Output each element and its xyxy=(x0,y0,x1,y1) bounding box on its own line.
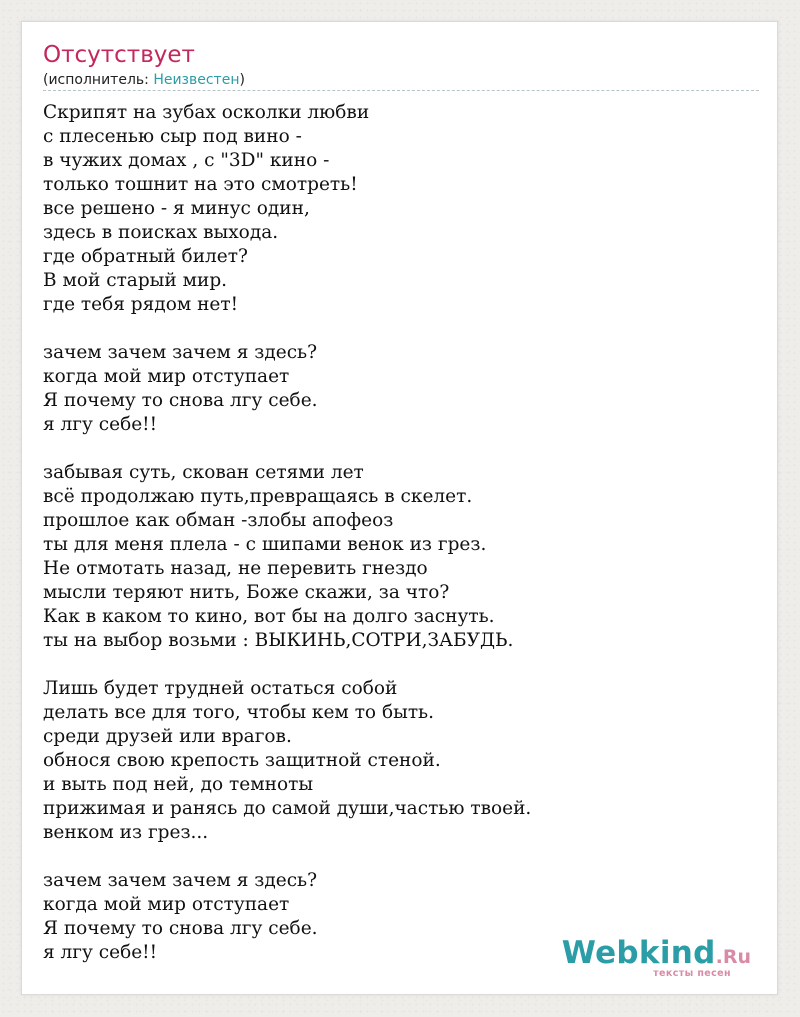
artist-prefix: (исполнитель: xyxy=(43,72,154,88)
lyric-line: где обратный билет? xyxy=(43,246,248,267)
lyric-line: всё продолжаю путь,превращаясь в скелет. xyxy=(43,486,473,507)
lyric-line: среди друзей или врагов. xyxy=(43,726,292,747)
lyric-line: и выть под ней, до темноты xyxy=(43,774,314,795)
lyric-line: Как в каком то кино, вот бы на долго заснуть. xyxy=(43,606,495,627)
logo-wordmark xyxy=(562,935,751,971)
lyric-line: зачем зачем зачем я здесь? xyxy=(43,870,318,891)
header-divider xyxy=(43,90,759,91)
lyric-line: Я почему то снова лгу себе. xyxy=(43,918,318,939)
stanza-break xyxy=(43,437,531,461)
logo-tld: .Ru xyxy=(715,946,751,968)
artist-link[interactable]: Неизвестен xyxy=(153,72,240,88)
artist-suffix: ) xyxy=(239,72,245,88)
logo-name: Webkind xyxy=(561,935,716,971)
stanza-break xyxy=(43,317,531,341)
lyric-line: я лгу себе!! xyxy=(43,414,158,435)
lyric-line: все решено - я минус один, xyxy=(43,198,310,219)
site-logo[interactable] xyxy=(551,935,751,979)
lyric-line: мысли теряют нить, Боже скажи, за что? xyxy=(43,582,450,603)
song-title: Отсутствует xyxy=(43,42,195,68)
lyric-line: В мой старый мир. xyxy=(43,270,228,291)
logo-tagline: тексты песен xyxy=(653,968,731,979)
lyric-line: когда мой мир отступает xyxy=(43,894,290,915)
lyric-line: делать все для того, чтобы кем то быть. xyxy=(43,702,435,723)
artist-line xyxy=(43,71,245,89)
lyric-line: Скрипят на зубах осколки любви xyxy=(43,102,370,123)
lyric-line: обнося свою крепость защитной стеной. xyxy=(43,750,441,771)
lyric-line: ты на выбор возьми : ВЫКИНЬ,СОТРИ,ЗАБУДЬ. xyxy=(43,630,514,651)
lyric-line: здесь в поисках выхода. xyxy=(43,222,279,243)
lyric-line: где тебя рядом нет! xyxy=(43,294,239,315)
stanza-break xyxy=(43,845,531,869)
lyric-line: только тошнит на это смотреть! xyxy=(43,174,358,195)
lyrics-card xyxy=(21,21,778,995)
lyric-line: зачем зачем зачем я здесь? xyxy=(43,342,318,363)
lyric-line: забывая суть, скован сетями лет xyxy=(43,462,364,483)
lyric-line: я лгу себе!! xyxy=(43,942,158,963)
lyric-line: прошлое как обман -злобы апофеоз xyxy=(43,510,394,531)
lyrics-text xyxy=(43,101,531,965)
lyric-line: когда мой мир отступает xyxy=(43,366,290,387)
lyric-line: Не отмотать назад, не перевить гнездо xyxy=(43,558,428,579)
lyric-line: ты для меня плела - с шипами венок из грез. xyxy=(43,534,487,555)
lyric-line: прижимая и ранясь до самой души,частью твоей. xyxy=(43,798,532,819)
lyric-line: Лишь будет трудней остаться собой xyxy=(43,678,398,699)
lyric-line: Я почему то снова лгу себе. xyxy=(43,390,318,411)
lyric-line: с плесенью сыр под вино - xyxy=(43,126,302,147)
lyric-line: в чужих домах , с "3D" кино - xyxy=(43,150,330,171)
stanza-break xyxy=(43,653,531,677)
lyric-line: венком из грез... xyxy=(43,822,209,843)
